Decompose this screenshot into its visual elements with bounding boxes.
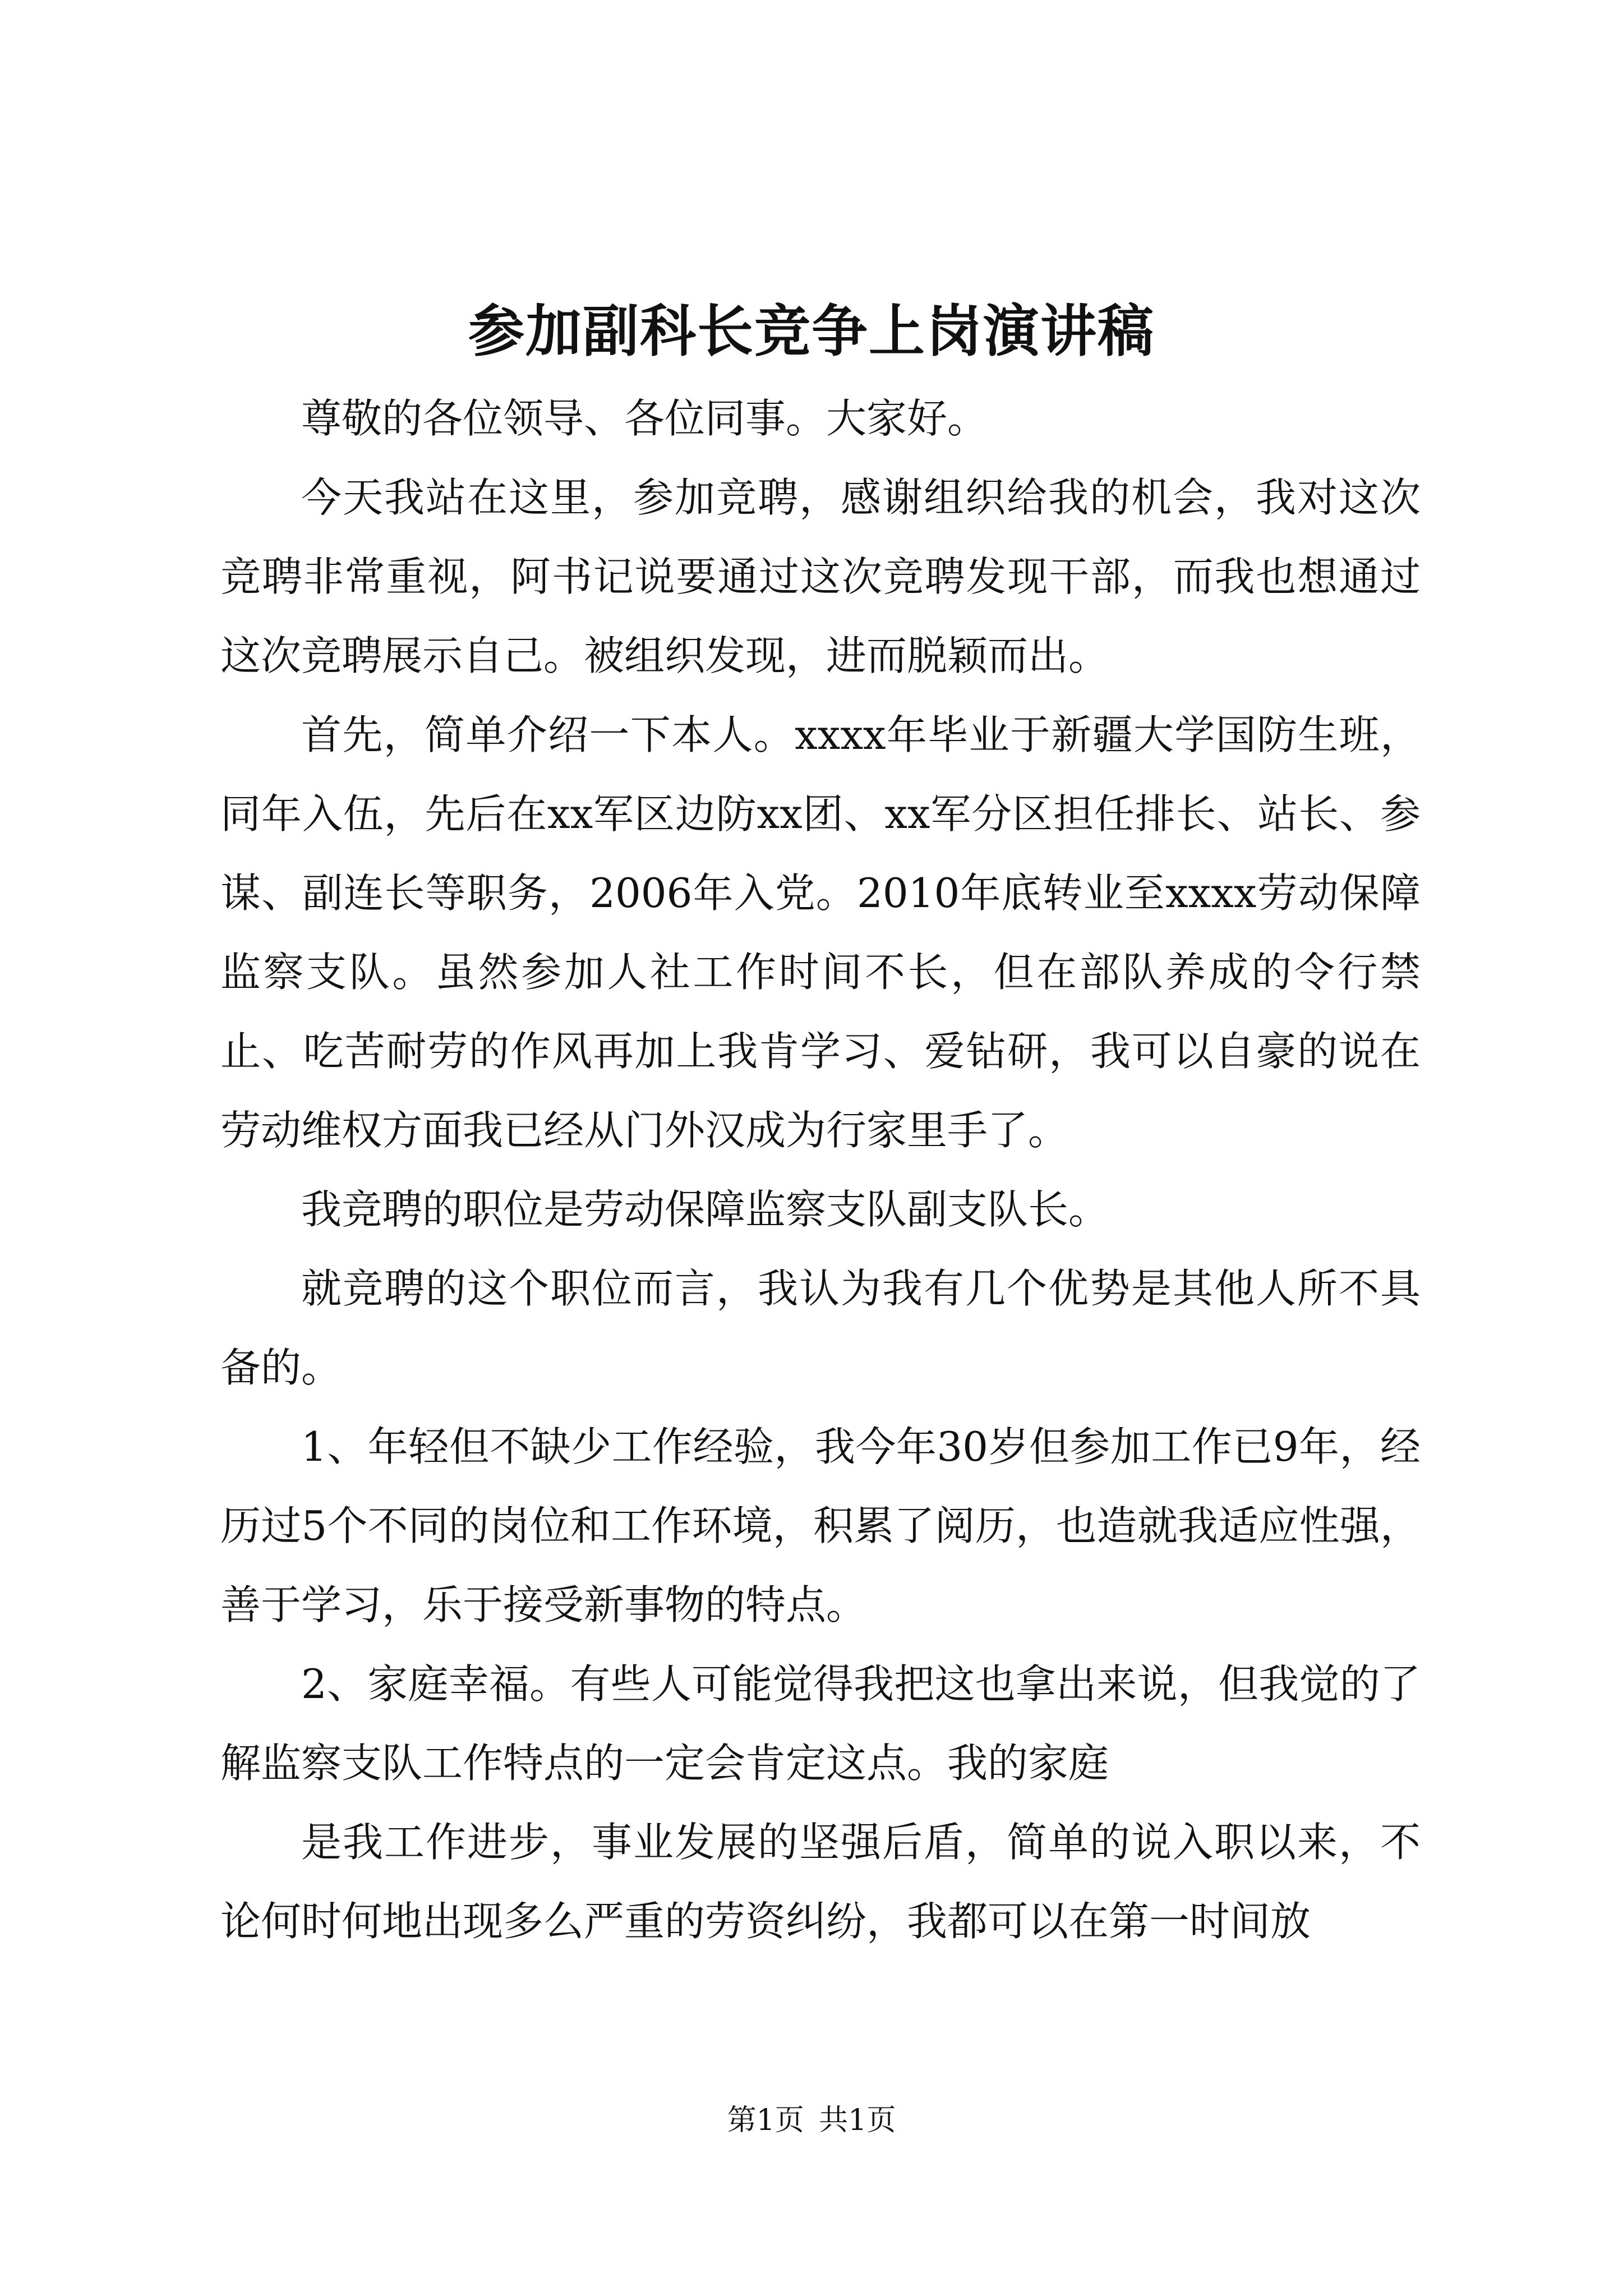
paragraph-target-position: 我竞聘的职位是劳动保障监察支队副支队长。 (301, 1186, 1109, 1233)
page-footer (0, 2101, 1623, 2140)
page-total: 共1页 (819, 2104, 896, 2137)
document-body (220, 379, 1421, 1961)
paragraph-advantage-2: 2、家庭幸福。有些人可能觉得我把这也拿出来说，但我觉的了解监察支队工作特点的一定会肯定这点。我的家庭 (220, 1660, 1421, 1787)
paragraph-advantage-1: 1、年轻但不缺少工作经验，我今年30岁但参加工作已9年，经历过5个不同的岗位和工作环境，积累了阅历，也造就我适应性强，善于学习，乐于接受新事物的特点。 (220, 1423, 1421, 1628)
paragraph-family-support: 是我工作进步，事业发展的坚强后盾，简单的说入职以来，不论何时何地出现多么严重的劳资纠纷，我都可以在第一时间放 (220, 1819, 1421, 1945)
document-title: 参加副科长竞争上岗演讲稿 (468, 298, 1155, 364)
paragraph-self-introduction: 首先，简单介绍一下本人。xxxx年毕业于新疆大学国防生班，同年入伍，先后在xx军区边防xx团、xx军分区担任排长、站长、参谋、副连长等职务，2006年入党。2010年底转业至xxxx劳动保障监察支队。虽然参加人社工作时间不长，但在部队养成的令行禁止、吃苦耐劳的作风再加上我肯学习、爱钻研，我可以自豪的说在劳动维权方面我已经从门外汉成为行家里手了。 (220, 711, 1421, 1154)
paragraph-greeting: 尊敬的各位领导、各位同事。大家好。 (301, 395, 988, 442)
page-number: 第1页 (727, 2104, 804, 2137)
paragraph-opening: 今天我站在这里，参加竞聘，感谢组织给我的机会，我对这次竞聘非常重视，阿书记说要通过这次竞聘发现干部，而我也想通过这次竞聘展示自己。被组织发现，进而脱颖而出。 (220, 474, 1421, 679)
paragraph-advantages-intro: 就竞聘的这个职位而言，我认为我有几个优势是其他人所不具备的。 (220, 1265, 1421, 1391)
